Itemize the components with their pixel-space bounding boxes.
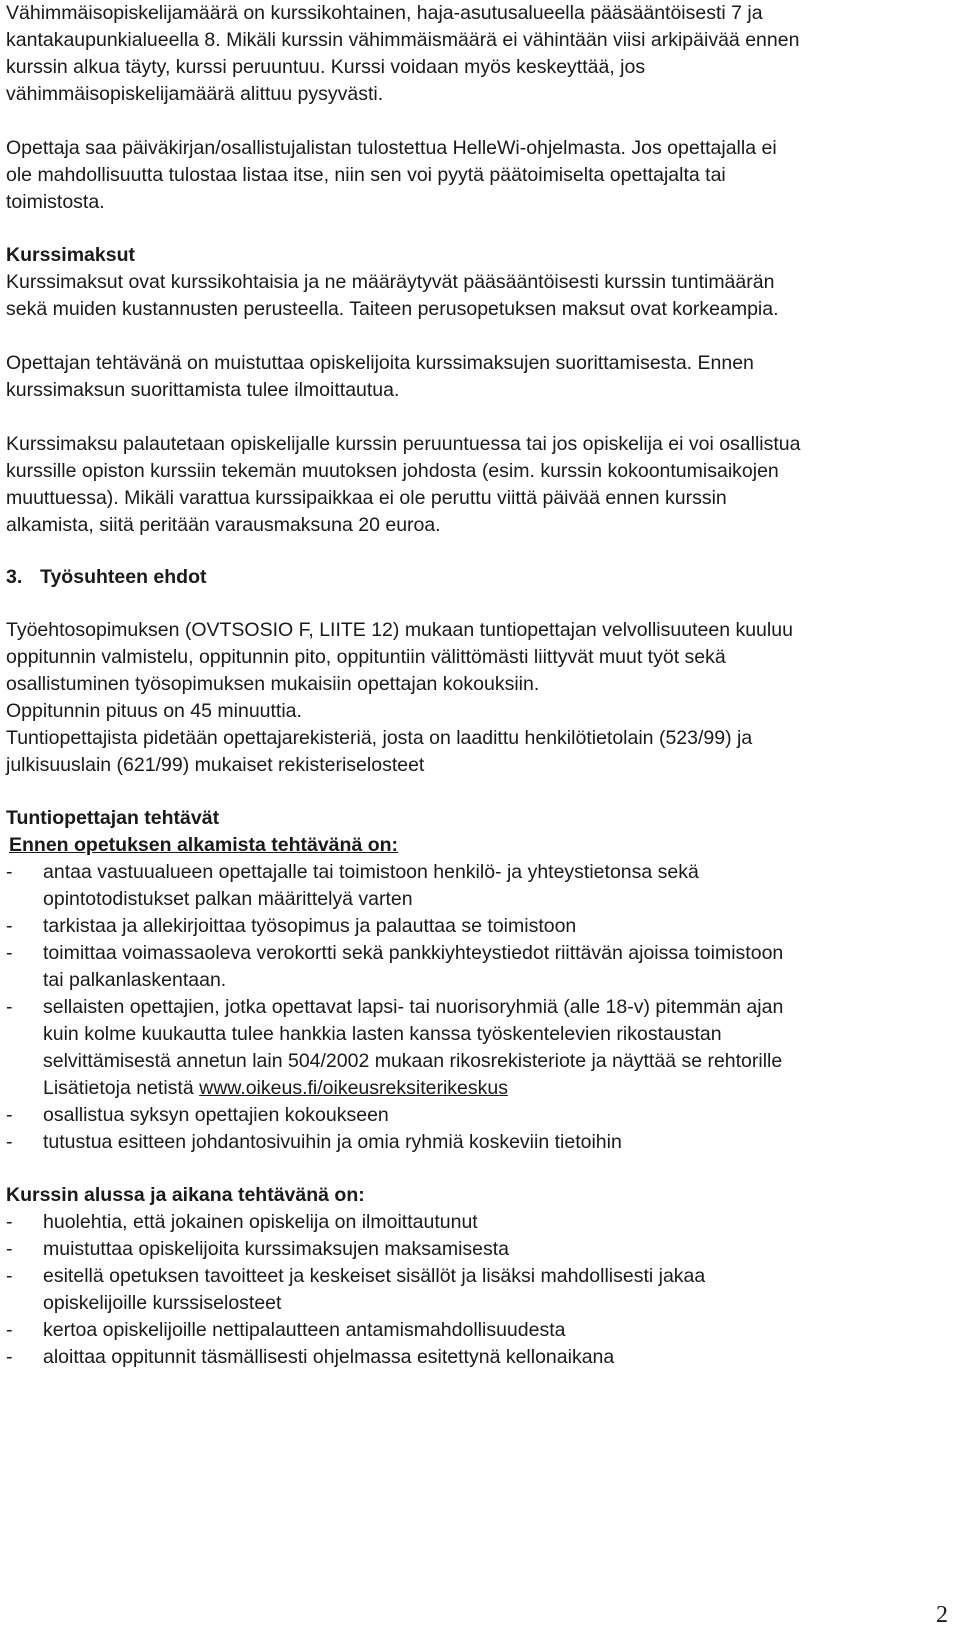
text-line: tarkistaa ja allekirjoittaa työsopimus ja palauttaa se toimistoon <box>43 915 577 937</box>
section-3-paragraph <box>6 617 946 779</box>
text-line: Opettaja saa päiväkirjan/osallistujalistan tulostettua HelleWi-ohjelmasta. Jos opettajalla ei <box>6 137 777 159</box>
text-line: Tuntiopettajista pidetään opettajarekisteriä, josta on laadittu henkilötietolain (523/99) ja <box>6 727 753 749</box>
fees-heading: Kurssimaksut <box>6 244 135 266</box>
dash-bullet: - <box>6 861 13 883</box>
dash-bullet: - <box>6 996 13 1018</box>
text-line: kurssille opiston kurssiin tekemän muutoksen johdosta (esim. kurssin kokoontumisaikojen <box>6 460 779 482</box>
text-line: tai palkanlaskentaan. <box>43 969 227 991</box>
dash-bullet: - <box>6 1319 13 1341</box>
text-line: kurssimaksun suorittamista tulee ilmoittautua. <box>6 379 400 401</box>
text-line: opiskelijoille kurssiselosteet <box>43 1292 282 1314</box>
dash-bullet: - <box>6 1346 13 1368</box>
text-line: tutustua esitteen johdantosivuihin ja omia ryhmiä koskeviin tietoihin <box>43 1131 622 1153</box>
list-item <box>6 859 946 913</box>
dash-bullet: - <box>6 1238 13 1260</box>
list-item <box>6 1236 946 1263</box>
text-line: Vähimmäisopiskelijamäärä on kurssikohtainen, haja-asutusalueella pääsääntöisesti 7 ja <box>6 2 763 24</box>
before-course-list <box>6 859 946 1156</box>
list-item <box>6 1317 946 1344</box>
text-line: alkamista, siitä peritään varausmaksuna 20 euroa. <box>6 514 441 536</box>
fees-paragraph-1 <box>6 269 946 323</box>
list-item <box>6 913 946 940</box>
dash-bullet: - <box>6 942 13 964</box>
list-item <box>6 1102 946 1129</box>
text-line: oppitunnin valmistelu, oppitunnin pito, oppituntiin välittömästi liittyvät muut työt sekä <box>6 646 726 668</box>
section-title: Työsuhteen ehdot <box>40 566 207 588</box>
text-line: kuin kolme kuukautta tulee hankkia lasten kanssa työskentelevien rikostaustan <box>43 1023 722 1045</box>
text-line: esitellä opetuksen tavoitteet ja keskeiset sisällöt ja lisäksi mahdollisesti jakaa <box>43 1265 706 1287</box>
text-line: osallistuminen työsopimuksen mukaisiin opettajan kokouksiin. <box>6 673 540 695</box>
document-content <box>6 0 946 1371</box>
text-line: kertoa opiskelijoille nettipalautteen antamismahdollisuudesta <box>43 1319 566 1341</box>
fees-paragraph-3 <box>6 431 946 539</box>
text-line: Oppitunnin pituus on 45 minuuttia. <box>6 700 302 722</box>
duties-heading: Tuntiopettajan tehtävät <box>6 807 220 829</box>
text-line: kurssin alkua täyty, kurssi peruuntuu. Kurssi voidaan myös keskeyttää, jos <box>6 56 646 78</box>
text-line: huolehtia, että jokainen opiskelija on ilmoittautunut <box>43 1211 478 1233</box>
during-course-list <box>6 1209 946 1371</box>
text-line: toimistosta. <box>6 191 105 213</box>
text-line: ole mahdollisuutta tulostaa listaa itse, niin sen voi pyytä päätoimiselta opettajalta tai <box>6 164 726 186</box>
text-line: selvittämisestä annetun lain 504/2002 mukaan rikosrekisteriote ja näyttää se rehtorille <box>43 1050 783 1072</box>
text-line: sekä muiden kustannusten perusteella. Taiteen perusopetuksen maksut ovat korkeampia. <box>6 298 779 320</box>
oikeus-registry-link[interactable]: www.oikeus.fi/oikeusreksiterikeskus <box>199 1077 508 1099</box>
text-line: toimittaa voimassaoleva verokortti sekä pankkiyhteystiedot riittävän ajoissa toimistoon <box>43 942 784 964</box>
text-line: Kurssimaksu palautetaan opiskelijalle kurssin peruuntuessa tai jos opiskelija ei voi osallistua <box>6 433 801 455</box>
text-line: julkisuuslain (621/99) mukaiset rekisteriselosteet <box>6 754 425 776</box>
list-item <box>6 1129 946 1156</box>
before-course-heading: Ennen opetuksen alkamista tehtävänä on: <box>9 834 399 856</box>
text-line: vähimmäisopiskelijamäärä alittuu pysyvästi. <box>6 83 384 105</box>
page-number: 2 <box>936 1602 948 1628</box>
text-line: Opettajan tehtävänä on muistuttaa opiskelijoita kurssimaksujen suorittamisesta. Ennen <box>6 352 754 374</box>
text-line: kantakaupunkialueella 8. Mikäli kurssin vähimmäismäärä ei vähintään viisi arkipäivää ennen <box>6 29 800 51</box>
dash-bullet: - <box>6 1211 13 1233</box>
text-line: muuttuessa). Mikäli varattua kurssipaikkaa ei ole peruttu viittä päivää ennen kurssin <box>6 487 727 509</box>
section-number: 3. <box>6 566 23 588</box>
text-line: Kurssimaksut ovat kurssikohtaisia ja ne määräytyvät pääsääntöisesti kurssin tuntimäärän <box>6 271 775 293</box>
text-line: osallistua syksyn opettajien kokoukseen <box>43 1104 389 1126</box>
text-line: aloittaa oppitunnit täsmällisesti ohjelmassa esitettynä kellonaikana <box>43 1346 615 1368</box>
fees-paragraph-2 <box>6 350 946 404</box>
list-item <box>6 1263 946 1317</box>
text-line: antaa vastuualueen opettajalle tai toimistoon henkilö- ja yhteystietonsa sekä <box>43 861 699 883</box>
during-course-heading: Kurssin alussa ja aikana tehtävänä on: <box>6 1184 365 1206</box>
text-line: muistuttaa opiskelijoita kurssimaksujen maksamisesta <box>43 1238 510 1260</box>
list-item <box>6 994 946 1102</box>
list-item <box>6 1344 946 1371</box>
dash-bullet: - <box>6 1104 13 1126</box>
text-line: opintotodistukset palkan määrittelyä varten <box>43 888 413 910</box>
dash-bullet: - <box>6 915 13 937</box>
dash-bullet: - <box>6 1131 13 1153</box>
list-item <box>6 1209 946 1236</box>
intro-paragraph-2 <box>6 135 946 216</box>
intro-paragraph-1 <box>6 0 946 108</box>
text-line: Työehtosopimuksen (OVTSOSIO F, LIITE 12) mukaan tuntiopettajan velvollisuuteen kuuluu <box>6 619 793 641</box>
link-prefix: Lisätietoja netistä <box>43 1077 200 1099</box>
list-item <box>6 940 946 994</box>
dash-bullet: - <box>6 1265 13 1287</box>
text-line: sellaisten opettajien, jotka opettavat lapsi- tai nuorisoryhmiä (alle 18-v) pitemmän ajan <box>43 996 784 1018</box>
section-3-heading <box>6 564 946 591</box>
